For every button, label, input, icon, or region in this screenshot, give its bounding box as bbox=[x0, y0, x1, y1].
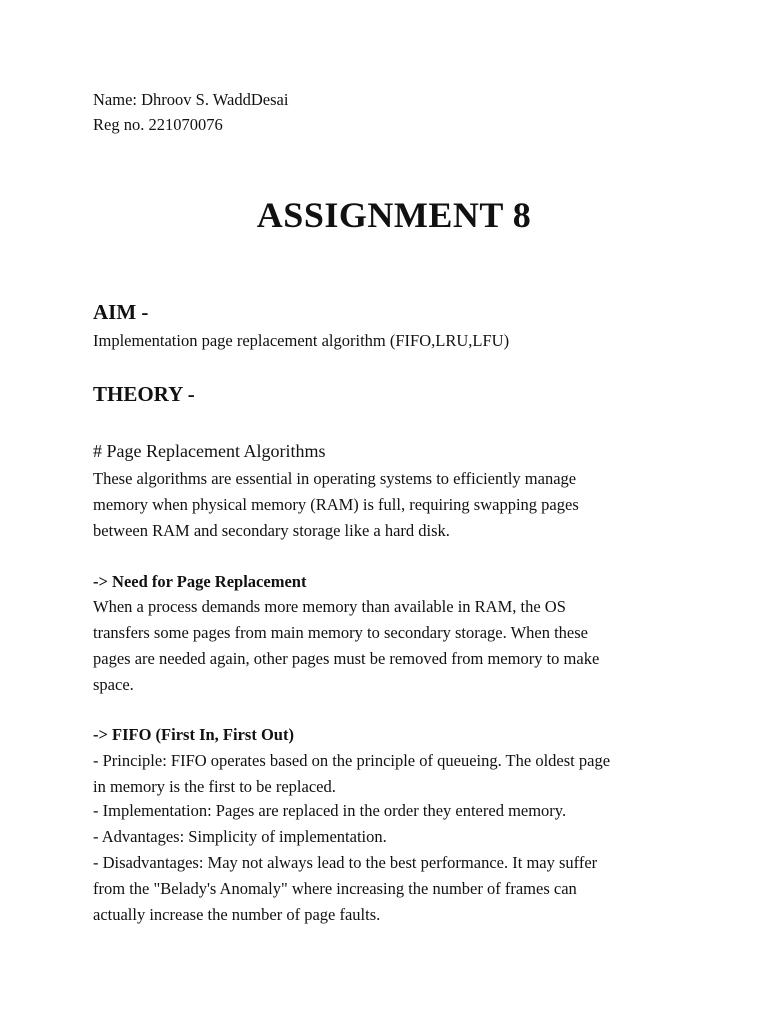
need-line: When a process demands more memory than available in RAM, the OS bbox=[93, 597, 566, 616]
fifo-line: in memory is the first to be replaced. bbox=[93, 777, 336, 796]
need-heading: -> Need for Page Replacement bbox=[93, 572, 307, 591]
assignment-title: ASSIGNMENT 8 bbox=[256, 195, 532, 235]
section-heading: # Page Replacement Algorithms bbox=[93, 441, 326, 461]
intro-line: memory when physical memory (RAM) is full, requiring swapping pages bbox=[93, 495, 579, 514]
fifo-line: - Principle: FIFO operates based on the principle of queueing. The oldest page bbox=[93, 751, 611, 770]
theory-heading: THEORY - bbox=[93, 382, 195, 406]
need-line: space. bbox=[93, 675, 134, 694]
registration-number: Reg no. 221070076 bbox=[93, 115, 223, 134]
aim-heading: AIM - bbox=[93, 300, 149, 324]
need-line: transfers some pages from main memory to secondary storage. When these bbox=[93, 623, 588, 642]
fifo-line: - Implementation: Pages are replaced in the order they entered memory. bbox=[93, 801, 567, 820]
intro-line: between RAM and secondary storage like a hard disk. bbox=[93, 521, 450, 540]
intro-line: These algorithms are essential in operating systems to efficiently manage bbox=[93, 469, 577, 488]
fifo-line: - Advantages: Simplicity of implementation. bbox=[93, 827, 387, 846]
fifo-line: from the "Belady's Anomaly" where increasing the number of frames can bbox=[93, 879, 577, 898]
student-name: Name: Dhroov S. WaddDesai bbox=[93, 90, 289, 109]
aim-text: Implementation page replacement algorithm (FIFO,LRU,LFU) bbox=[93, 331, 510, 350]
fifo-heading: -> FIFO (First In, First Out) bbox=[93, 725, 294, 744]
fifo-line: - Disadvantages: May not always lead to the best performance. It may suffer bbox=[93, 853, 598, 872]
need-line: pages are needed again, other pages must be removed from memory to make bbox=[93, 649, 600, 668]
fifo-line: actually increase the number of page faults. bbox=[93, 905, 381, 924]
